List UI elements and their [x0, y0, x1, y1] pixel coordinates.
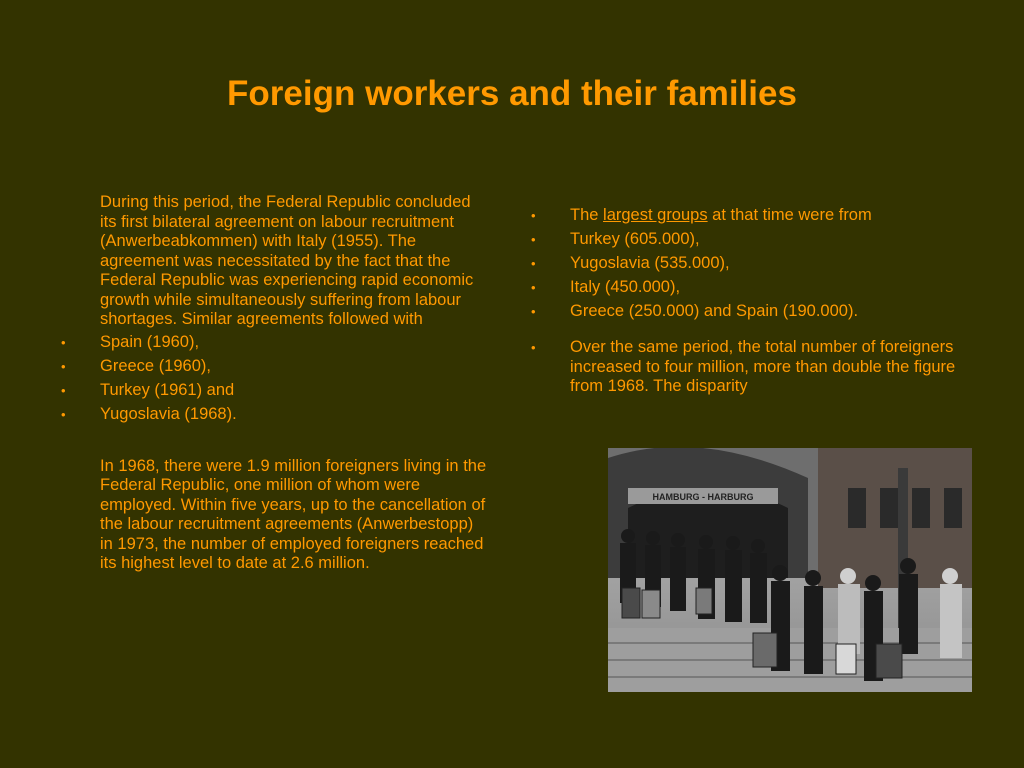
list-item: • Italy (450.000), — [531, 278, 681, 296]
list-item: • Yugoslavia (1968). — [61, 404, 237, 423]
list-item: • Yugoslavia (535.000), — [531, 254, 730, 272]
bullet-icon: • — [61, 382, 66, 398]
left-column — [58, 193, 488, 574]
bullet-icon: • — [531, 340, 536, 355]
bullet-icon: • — [531, 232, 536, 247]
bullet-icon: • — [531, 208, 536, 223]
list-item: • Turkey (1961) and — [61, 380, 235, 399]
bullet-icon: • — [61, 358, 66, 374]
list-item: • Over the same period, the total number of foreigners increased to four million, more than double the figure from 1968. The disparity — [531, 338, 956, 395]
closing-paragraph: In 1968, there were 1.9 million foreigners living in the Federal Republic, one million of whom were employed. Within five years, up to the cancellation of the labour recruitment agreements (Anwerbestopp) in 1973, the number of employed foreigners reached its highest level to date at 2.6 million. — [100, 456, 487, 572]
list-item: • The largest groups at that time were from — [531, 206, 872, 224]
right-column — [528, 206, 958, 401]
summary-list — [528, 338, 958, 397]
intro-paragraph: During this period, the Federal Republic concluded its first bilateral agreement on labour recruitment (Anwerbeabkommen) with Italy (1955). The agreement was necessitated by the fact that the Federal Republic was experiencing rapid economic growth while simultaneously suffering from labour shortages. Similar agreements followed with — [100, 193, 474, 328]
photo-illustration — [608, 448, 972, 692]
bullet-icon: • — [531, 256, 536, 271]
workers-arrival-photo — [608, 448, 972, 692]
agreement-list — [58, 333, 488, 425]
slide-title: Foreign workers and their families — [227, 74, 797, 113]
groups-list — [528, 206, 958, 322]
largest-groups-link[interactable]: largest groups — [603, 206, 708, 224]
list-item: • Greece (250.000) and Spain (190.000). — [531, 302, 859, 320]
list-item: • Spain (1960), — [61, 332, 200, 351]
list-item: • Greece (1960), — [61, 356, 211, 375]
bullet-icon: • — [531, 304, 536, 319]
bullet-icon: • — [61, 334, 66, 350]
station-sign: HAMBURG - HARBURG — [652, 492, 754, 502]
bullet-icon: • — [531, 280, 536, 295]
list-item: • Turkey (605.000), — [531, 230, 700, 248]
bullet-icon: • — [61, 406, 66, 422]
